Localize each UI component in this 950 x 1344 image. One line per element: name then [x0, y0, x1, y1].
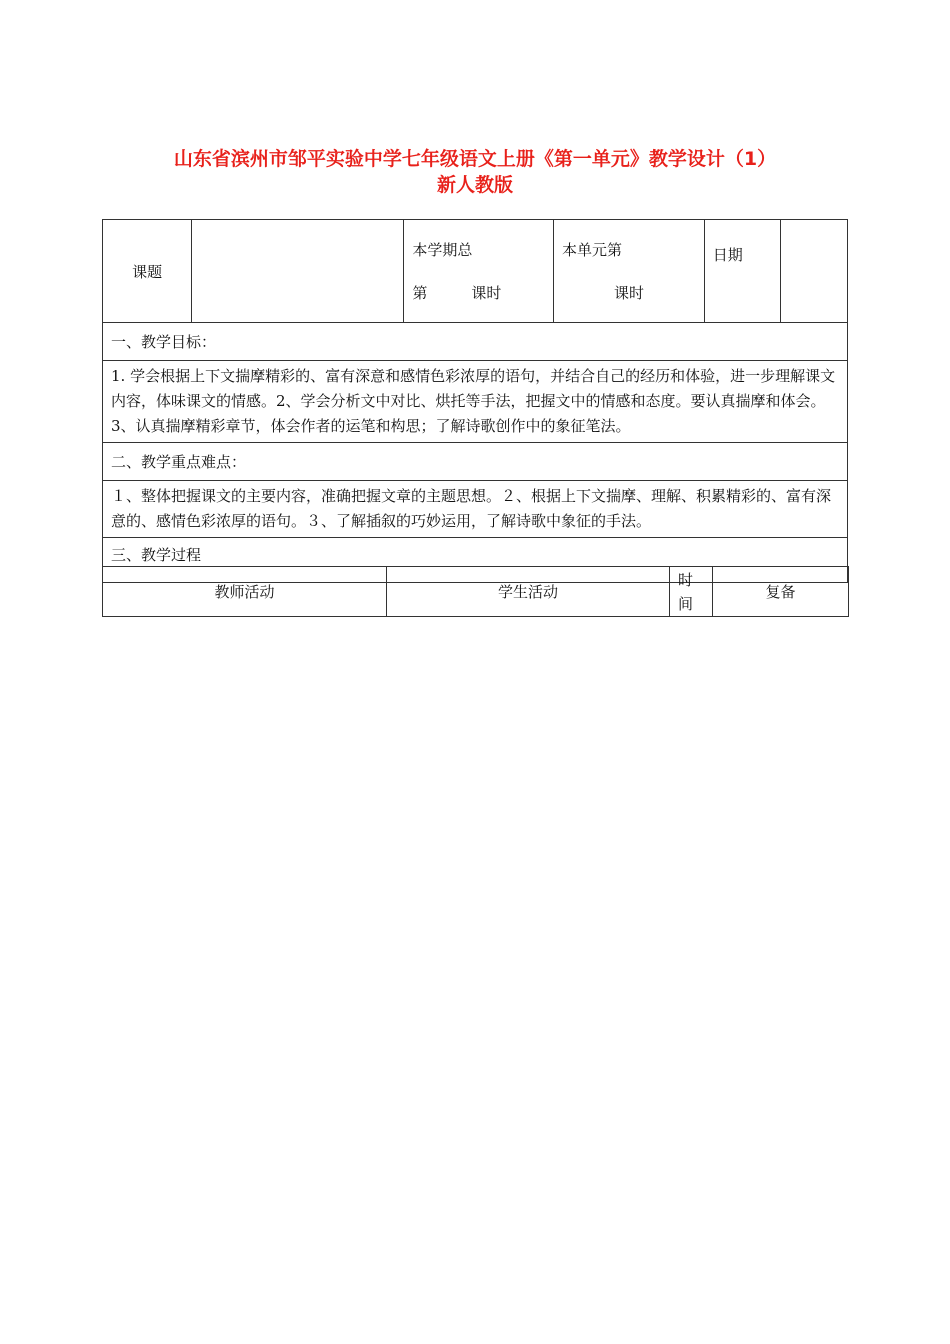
- date-label: 日期: [704, 220, 780, 323]
- objectives-heading-row: [103, 323, 848, 361]
- process-heading: 三、教学过程: [103, 538, 848, 583]
- process-table: [102, 566, 849, 617]
- term-total-nth: 第: [412, 284, 428, 302]
- keypoints-heading: 二、教学重点难点：: [103, 443, 848, 481]
- lesson-plan-table: [102, 219, 848, 583]
- document-title-line1: 山东省滨州市邹平实验中学七年级语文上册《第一单元》教学设计（1）: [173, 148, 777, 170]
- time-header: [670, 567, 713, 617]
- term-total-cell: [404, 220, 554, 323]
- topic-label: 课题: [103, 220, 192, 323]
- objectives-content: 1. 学会根据上下文揣摩精彩的、富有深意和感情色彩浓厚的语句，并结合自己的经历和体验，进一步理解课文内容，体味课文的情感。2、学会分析文中对比、烘托等手法，把握文中的情感和态度。要认真揣摩和体会。3、认真揣摩精彩章节，体会作者的运笔和构思；了解诗歌创作中的象征笔法。: [103, 361, 848, 443]
- topic-value: [192, 220, 404, 323]
- time-header-line1: 时: [678, 570, 694, 589]
- objectives-heading: 一、教学目标：: [103, 323, 848, 361]
- keypoints-content: １、整体把握课文的主要内容，准确把握文章的主题思想。２、根据上下文揣摩、理解、积累精彩的、富有深意的、感情色彩浓厚的语句。３、了解插叙的巧妙运用，了解诗歌中象征的手法。: [103, 481, 848, 538]
- keypoints-heading-row: [103, 443, 848, 481]
- keypoints-content-row: [103, 481, 848, 538]
- document-title-line2: 新人教版: [436, 174, 513, 196]
- process-header-row: [103, 567, 849, 617]
- time-header-line2: 间: [678, 594, 694, 613]
- header-row: [103, 220, 848, 323]
- review-header: 复备: [713, 567, 849, 617]
- date-value: [781, 220, 848, 323]
- unit-line1: 本单元第: [562, 241, 623, 259]
- term-total-line1: 本学期总: [412, 241, 473, 259]
- unit-period: 课时: [614, 284, 645, 302]
- objectives-content-row: [103, 361, 848, 443]
- term-total-period: 课时: [471, 284, 502, 302]
- teacher-activity-header: 教师活动: [103, 567, 387, 617]
- unit-cell: [554, 220, 705, 323]
- student-activity-header: 学生活动: [387, 567, 670, 617]
